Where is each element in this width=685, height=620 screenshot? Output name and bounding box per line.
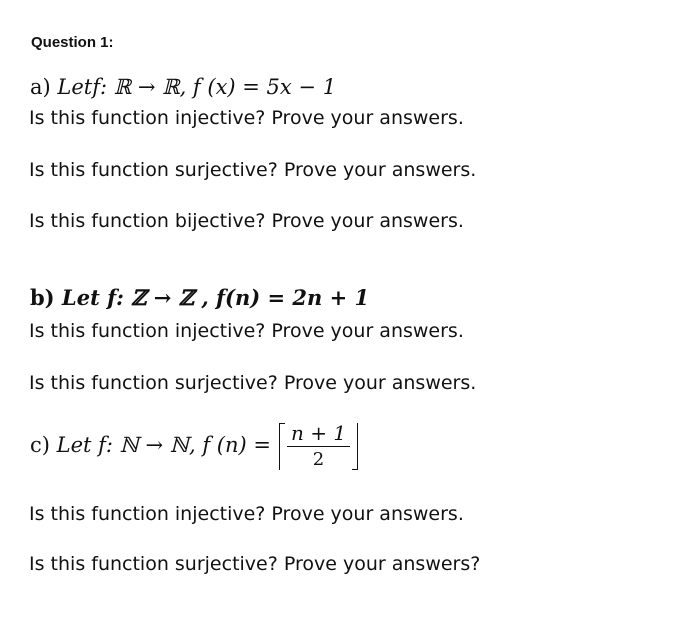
fraction-numerator: n + 1 — [287, 422, 350, 447]
part-a-injective-prompt: Is this function injective? Prove your answers. — [29, 107, 464, 129]
part-b-statement — [30, 285, 369, 311]
fraction-denominator: 2 — [312, 449, 325, 470]
ceiling-fraction — [277, 422, 360, 471]
part-b-formula: Let f: ℤ → ℤ , f(n) = 2n + 1 — [54, 285, 370, 310]
part-b-surjective-prompt: Is this function surjective? Prove your answers. — [29, 372, 477, 394]
part-a-formula: Letf: ℝ → ℝ, f (x) = 5x − 1 — [50, 75, 337, 99]
question-heading: Question 1: — [31, 34, 114, 51]
part-a-label: a) — [30, 75, 51, 99]
part-b-injective-prompt: Is this function injective? Prove your answers. — [29, 320, 464, 342]
right-ceiling-bracket — [352, 423, 358, 470]
part-a-bijective-prompt: Is this function bijective? Prove your answers. — [29, 210, 464, 232]
part-c-statement — [30, 422, 360, 471]
part-a-statement — [30, 74, 336, 100]
part-c-label: c) — [30, 433, 50, 457]
part-b-label: b) — [30, 285, 55, 310]
left-ceiling-bracket — [279, 423, 285, 470]
part-c-surjective-prompt: Is this function surjective? Prove your answers? — [29, 553, 481, 575]
part-c-injective-prompt: Is this function injective? Prove your answers. — [29, 503, 464, 525]
part-c-formula: Let f: ℕ → ℕ, f (n) = — [49, 433, 271, 457]
part-a-surjective-prompt: Is this function surjective? Prove your answers. — [29, 159, 477, 181]
